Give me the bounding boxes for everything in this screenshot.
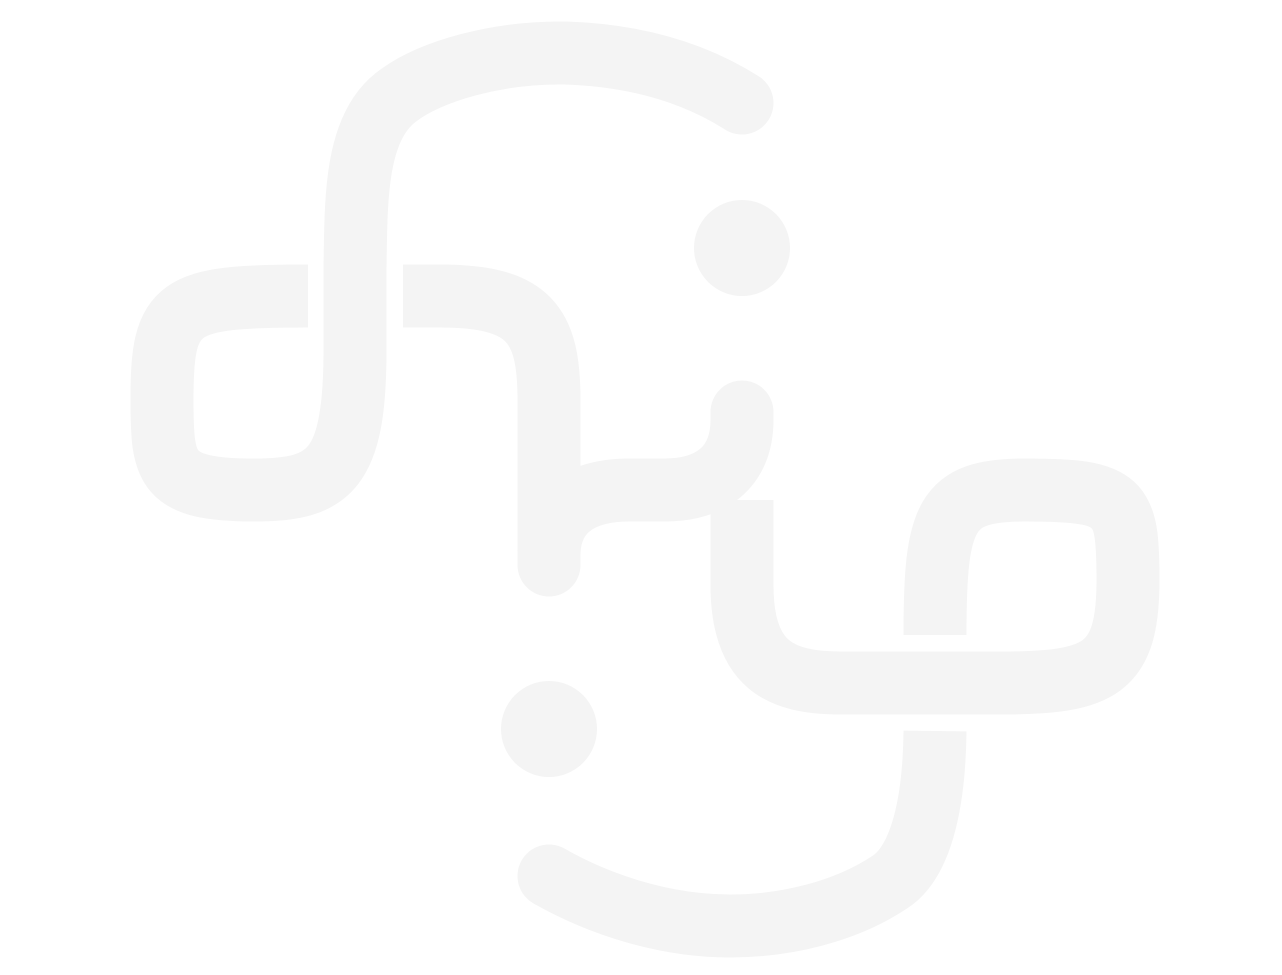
i-dot-upper xyxy=(694,200,790,296)
dot-lower xyxy=(501,681,597,777)
bottom-arc xyxy=(549,731,935,926)
top-arc xyxy=(355,53,742,270)
logo-strokes xyxy=(162,53,1128,926)
bottom-arc-end xyxy=(518,845,581,908)
